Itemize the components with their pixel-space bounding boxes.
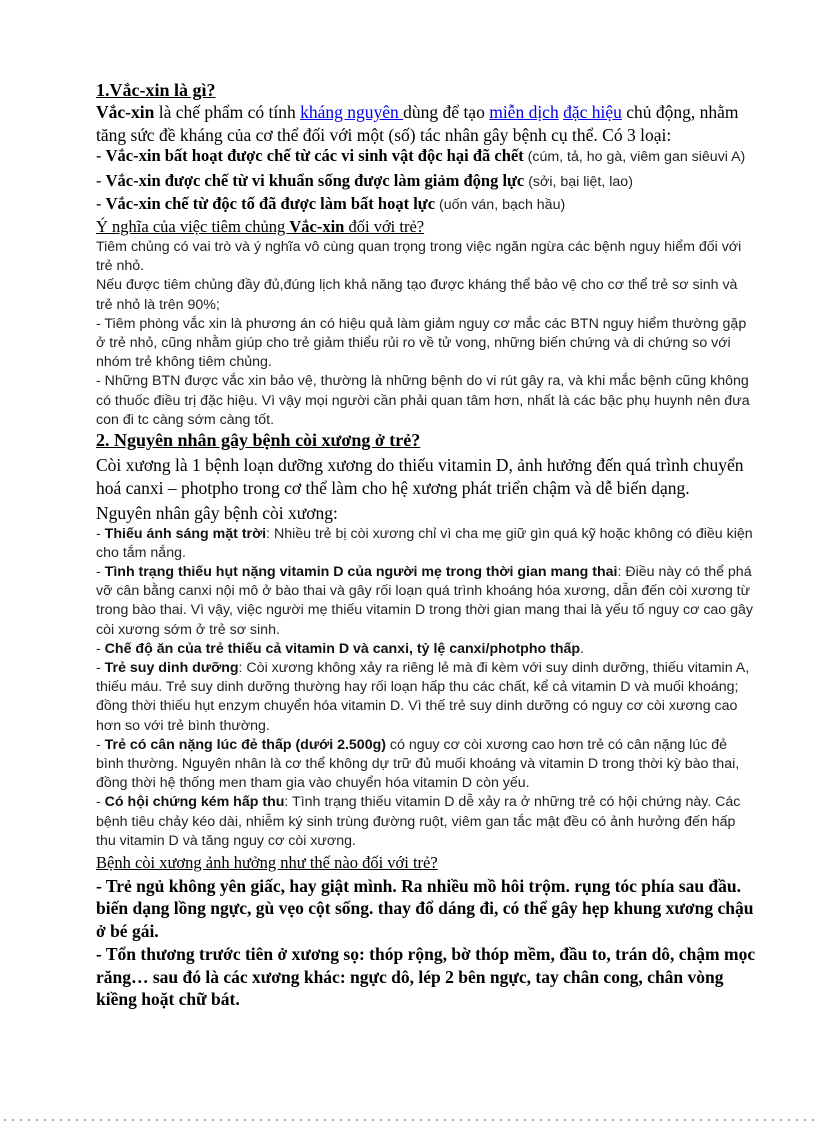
border-dot xyxy=(156,1119,158,1121)
border-dot xyxy=(124,1119,126,1121)
border-dot xyxy=(60,1119,62,1121)
border-dot xyxy=(516,1119,518,1121)
border-dot xyxy=(788,1119,790,1121)
border-dot xyxy=(228,1119,230,1121)
vaccine-type-2: - Vắc-xin được chế từ vi khuẩn sống được làm giảm động lực (sởi, bại liệt, lao) xyxy=(96,171,633,190)
border-dot xyxy=(804,1119,806,1121)
border-dot xyxy=(308,1119,310,1121)
border-dot xyxy=(108,1119,110,1121)
border-dot xyxy=(652,1119,654,1121)
border-dot xyxy=(220,1119,222,1121)
document-page xyxy=(96,80,756,1011)
border-dot xyxy=(196,1119,198,1121)
vaccine-term: Vắc-xin xyxy=(96,102,155,122)
border-dot xyxy=(436,1119,438,1121)
border-dot xyxy=(28,1119,30,1121)
border-dot xyxy=(700,1119,702,1121)
border-dot xyxy=(356,1119,358,1121)
border-dot xyxy=(132,1119,134,1121)
border-dot xyxy=(684,1119,686,1121)
border-dot xyxy=(660,1119,662,1121)
border-dot xyxy=(364,1119,366,1121)
meaning-paragraph: - Tiêm phòng vắc xin là phương án có hiệu quả làm giảm nguy cơ mắc các BTN nguy hiểm thường gặp ở trẻ nhỏ, cũng nhằm giúp cho trẻ giảm thiểu rủi ro về tử vong, những biến chứng và di chứng so với nhóm trẻ không tiêm chủng. xyxy=(96,315,747,371)
border-dot xyxy=(332,1119,334,1121)
border-dot xyxy=(292,1119,294,1121)
border-dot xyxy=(260,1119,262,1121)
border-dot xyxy=(268,1119,270,1121)
link-dac-hieu[interactable]: đặc hiệu xyxy=(563,102,622,122)
border-dot xyxy=(92,1119,94,1121)
border-dot xyxy=(780,1119,782,1121)
border-dot xyxy=(580,1119,582,1121)
meaning-paragraph: - Những BTN được vắc xin bảo vệ, thường là những bệnh do vi rút gây ra, và khi mắc bệnh cũng không có thuốc điều trị đặc hiệu. Vì vậy mọi người cần phải quan tâm hơn, nhất là các bậc phụ huynh nên đưa con đi tc càng sớm càng tốt. xyxy=(96,373,750,428)
border-dot xyxy=(140,1119,142,1121)
border-dot xyxy=(236,1119,238,1121)
border-dot xyxy=(148,1119,150,1121)
border-dot xyxy=(396,1119,398,1121)
border-dot xyxy=(764,1119,766,1121)
border-dot xyxy=(284,1119,286,1121)
border-dot xyxy=(4,1119,6,1121)
border-dot xyxy=(500,1119,502,1121)
link-khang-nguyen[interactable]: kháng nguyên xyxy=(300,102,404,122)
border-dot xyxy=(348,1119,350,1121)
border-dot xyxy=(324,1119,326,1121)
vaccine-type-1: - Vắc-xin bất hoạt được chế từ các vi sinh vật độc hại đã chết (cúm, tả, ho gà, viêm gan siêuvi A) xyxy=(96,146,746,165)
border-dot xyxy=(532,1119,534,1121)
border-dot xyxy=(372,1119,374,1121)
border-dot xyxy=(508,1119,510,1121)
border-dot xyxy=(756,1119,758,1121)
border-dot xyxy=(708,1119,710,1121)
border-dot xyxy=(668,1119,670,1121)
border-dot xyxy=(20,1119,22,1121)
vaccine-type-3: - Vắc-xin chế từ độc tố đã được làm bất hoạt lực (uốn ván, bạch hầu) xyxy=(96,194,566,213)
border-dot xyxy=(404,1119,406,1121)
border-dot xyxy=(484,1119,486,1121)
border-dot xyxy=(748,1119,750,1121)
section-2-title: 2. Nguyên nhân gây bệnh còi xương ở trẻ? xyxy=(96,430,421,451)
border-dot xyxy=(204,1119,206,1121)
meaning-paragraph: Nếu được tiêm chủng đầy đủ,đúng lịch khả năng tạo được kháng thể bảo vệ cho cơ thể trẻ sơ sinh và trẻ nhỏ là trên 90%; xyxy=(96,277,738,313)
border-dot xyxy=(68,1119,70,1121)
border-dot xyxy=(452,1119,454,1121)
border-dot xyxy=(340,1119,342,1121)
border-dot xyxy=(468,1119,470,1121)
border-dot xyxy=(84,1119,86,1121)
border-dot xyxy=(44,1119,46,1121)
border-dot xyxy=(100,1119,102,1121)
border-dot xyxy=(276,1119,278,1121)
border-dot xyxy=(116,1119,118,1121)
border-dot xyxy=(12,1119,14,1121)
border-dot xyxy=(492,1119,494,1121)
border-dot xyxy=(428,1119,430,1121)
border-dot xyxy=(796,1119,798,1121)
border-dot xyxy=(620,1119,622,1121)
border-dot xyxy=(588,1119,590,1121)
cause-item: - Tình trạng thiếu hụt nặng vitamin D của người mẹ trong thời gian mang thai: Điều này có thể phá vỡ cân bằng canxi nội mô ở bào thai và gây rối loạn quá trình khoáng hóa xương, dẫn đến còi xương từ trong bào thai. Vì vậy, việc người mẹ thiếu vitamin D trong thời gian mang thai là yếu tố nguy cơ cao gây còi xương sớm ở trẻ sơ sinh. xyxy=(96,563,754,638)
border-dot xyxy=(636,1119,638,1121)
border-dot xyxy=(244,1119,246,1121)
border-dot xyxy=(564,1119,566,1121)
border-dot xyxy=(556,1119,558,1121)
border-dot xyxy=(460,1119,462,1121)
border-dot xyxy=(36,1119,38,1121)
border-dot xyxy=(812,1119,814,1121)
border-dot xyxy=(316,1119,318,1121)
meaning-paragraph: Tiêm chủng có vai trò và ý nghĩa vô cùng quan trọng trong việc ngăn ngừa các bệnh nguy hiểm đối với trẻ nhỏ. xyxy=(96,239,742,275)
causes-title: Nguyên nhân gây bệnh còi xương: xyxy=(96,503,338,524)
border-dot xyxy=(380,1119,382,1121)
border-dot xyxy=(716,1119,718,1121)
meaning-title: Ý nghĩa của việc tiêm chủng Vắc-xin đối với trẻ? xyxy=(96,217,425,236)
border-dot xyxy=(172,1119,174,1121)
effect-item: - Tổn thương trước tiên ở xương sọ: thóp rộng, bờ thóp mềm, đầu to, trán dô, chậm mọc răng… sau đó là các xương khác: ngực dô, lép 2 bên ngực, tay chân cong, chân vòng kiềng hoặt chữ bát. xyxy=(96,944,756,1010)
link-mien-dich[interactable]: miễn dịch xyxy=(489,102,559,122)
border-dot xyxy=(476,1119,478,1121)
border-dot xyxy=(412,1119,414,1121)
border-dot xyxy=(628,1119,630,1121)
rickets-definition: Còi xương là 1 bệnh loạn dưỡng xương do thiếu vitamin D, ảnh hưởng đến quá trình chuyển hoá canxi – photpho trong cơ thể làm cho hệ xương phát triển chậm và dễ biến dạng. xyxy=(96,455,744,498)
border-dot xyxy=(388,1119,390,1121)
border-dot xyxy=(724,1119,726,1121)
border-dot xyxy=(300,1119,302,1121)
border-dot xyxy=(180,1119,182,1121)
vaccine-definition: Vắc-xin là chế phẩm có tính kháng nguyên dùng để tạo miễn dịch đặc hiệu chủ động, nhằm tăng sức đề kháng của cơ thể đối với một (số) tác nhân gây bệnh cụ thể. Có 3 loại: xyxy=(96,102,739,145)
border-dot xyxy=(420,1119,422,1121)
border-dot xyxy=(596,1119,598,1121)
border-dot xyxy=(692,1119,694,1121)
border-dot xyxy=(188,1119,190,1121)
border-dot xyxy=(548,1119,550,1121)
cause-item: - Có hội chứng kém hấp thu: Tình trạng thiếu vitamin D dễ xảy ra ở những trẻ có hội chứng này. Các bệnh tiêu chảy kéo dài, nhiễm ký sinh trùng đường ruột, viêm gan tắc mật đều có ảnh hưởng đến hấp thu vitamin D và tăng nguy cơ còi xương. xyxy=(96,794,741,849)
cause-item: - Trẻ suy dinh dưỡng: Còi xương không xảy ra riêng lẻ mà đi kèm với suy dinh dưỡng, thiếu vitamin A, thiếu máu. Trẻ suy dinh dưỡng thường hay rối loạn hấp thu các chất, kể cả vitamin D và muối khoáng; đồng thời thiếu hụt enzym chuyển hóa vitamin D. Vì thế trẻ suy dinh dưỡng có nguy cơ còi xương cao hơn so với trẻ bình thường. xyxy=(96,659,750,734)
border-dot xyxy=(52,1119,54,1121)
border-dot xyxy=(164,1119,166,1121)
bottom-dotted-border xyxy=(0,1117,816,1123)
border-dot xyxy=(524,1119,526,1121)
border-dot xyxy=(612,1119,614,1121)
border-dot xyxy=(676,1119,678,1121)
border-dot xyxy=(644,1119,646,1121)
border-dot xyxy=(740,1119,742,1121)
effect-item: - Trẻ ngủ không yên giấc, hay giật mình. Ra nhiều mồ hôi trộm. rụng tóc phía sau đầu. biến dạng lồng ngực, gù vẹo cột sống. thay đổ dáng đi, có thể gây hẹp khung xương chậu ở bé gái. xyxy=(96,875,754,941)
border-dot xyxy=(732,1119,734,1121)
section-1-title: 1.Vắc-xin là gì? xyxy=(96,80,216,100)
border-dot xyxy=(444,1119,446,1121)
border-dot xyxy=(252,1119,254,1121)
border-dot xyxy=(572,1119,574,1121)
effects-title: Bệnh còi xương ảnh hưởng như thế nào đối với trẻ? xyxy=(96,852,438,872)
border-dot xyxy=(604,1119,606,1121)
cause-item: - Trẻ có cân nặng lúc đẻ thấp (dưới 2.500g) có nguy cơ còi xương cao hơn trẻ có cân nặng lúc đẻ bình thường. Nguyên nhân là cơ thể không dự trữ đủ muối khoáng và vitamin D trong thời kỳ bào thai, đồng thời hệ thống men tham gia vào chuyển hóa vitamin D còn yếu. xyxy=(96,736,740,792)
border-dot xyxy=(76,1119,78,1121)
border-dot xyxy=(772,1119,774,1121)
cause-item: - Thiếu ánh sáng mặt trời: Nhiều trẻ bị còi xương chỉ vì cha mẹ giữ gìn quá kỹ hoặc không có điều kiện cho tắm nắng. xyxy=(96,525,753,561)
cause-item: - Chế độ ăn của trẻ thiếu cả vitamin D và canxi, tỷ lệ canxi/photpho thấp. xyxy=(96,640,585,657)
border-dot xyxy=(540,1119,542,1121)
border-dot xyxy=(212,1119,214,1121)
